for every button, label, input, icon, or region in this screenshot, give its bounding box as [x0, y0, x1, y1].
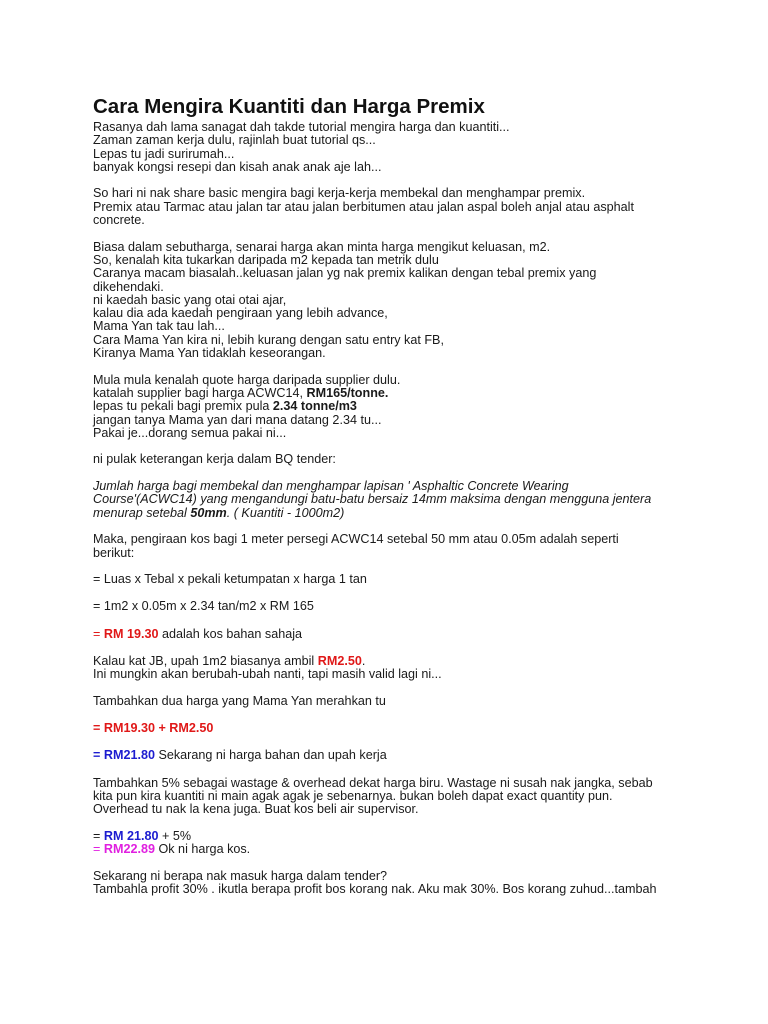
- equals-sign: =: [93, 828, 104, 843]
- material-cost-value: RM 19.30: [103, 626, 159, 641]
- supplier-price-value: RM165/tonne.: [306, 385, 389, 400]
- density-text: lepas tu pekali bagi premix pula: [93, 399, 273, 414]
- paragraph-line: Caranya macam biasalah..keluasan jalan yg nak premix kalikan dengan tebal premix yang: [93, 266, 597, 281]
- bq-quantity: . ( Kuantiti - 1000m2): [226, 505, 345, 520]
- paragraph-line: Kiranya Mama Yan tidaklah keseorangan.: [93, 346, 326, 361]
- labour-text: Kalau kat JB, upah 1m2 biasanya ambil: [93, 653, 318, 668]
- paragraph-line: ni kaedah basic yang otai otai ajar,: [93, 292, 287, 307]
- intro-line: banyak kongsi resepi dan kisah anak anak aje lah...: [93, 159, 382, 174]
- total-text: Sekarang ni harga bahan dan upah kerja: [154, 748, 387, 763]
- paragraph-line: Pakai je...dorang semua pakai ni...: [93, 425, 287, 440]
- paragraph-line: Mula mula kenalah quote harga daripada supplier dulu.: [93, 372, 401, 387]
- article-body: [93, 121, 708, 896]
- add-intro: Tambahkan dua harga yang Mama Yan merahkan tu: [93, 693, 386, 708]
- supplier-price-text: katalah supplier bagi harga ACWC14,: [93, 385, 307, 400]
- supplier-price-line: [93, 387, 708, 400]
- bq-line: Jumlah harga bagi membekal dan menghampar lapisan ' Asphaltic Concrete Wearing: [93, 479, 569, 494]
- bq-intro: ni pulak keterangan kerja dalam BQ tender:: [93, 452, 336, 467]
- density-value: 2.34 tonne/m3: [272, 399, 357, 414]
- wastage-line: kita pun kira kuantiti ni main agak agak je sebenarnya. bukan boleh dapat exact quantity pun.: [93, 789, 613, 804]
- paragraph-line: So hari ni nak share basic mengira bagi kerja-kerja membekal dan menghampar premix.: [93, 186, 586, 201]
- bq-text: menurap setebal: [93, 505, 191, 520]
- wastage-calc-line: [93, 830, 708, 843]
- calc-intro-line: Maka, pengiraan kos bagi 1 meter persegi ACWC14 setebal 50 mm atau 0.05m adalah seperti: [93, 532, 619, 547]
- paragraph-line: Premix atau Tarmac atau jalan tar atau jalan berbitumen atau jalan aspal boleh anjal atau asphalt: [93, 199, 634, 214]
- intro-line: Zaman zaman kerja dulu, rajinlah buat tutorial qs...: [93, 133, 376, 148]
- intro-line: Rasanya dah lama sanagat dah takde tutorial mengira harga dan kuantiti...: [93, 120, 510, 134]
- material-cost-line: [93, 628, 708, 641]
- intro-line: Lepas tu jadi surirumah...: [93, 146, 235, 161]
- paragraph-line: Mama Yan tak tau lah...: [93, 319, 225, 334]
- wastage-percent: + 5%: [158, 828, 192, 843]
- bq-line: Course'(ACWC14) yang mengandungi batu-batu bersaiz 14mm maksima dengan mengguna jentera: [93, 492, 652, 507]
- labour-line: [93, 655, 708, 668]
- tender-line: Tambahla profit 30% . ikutla berapa profit bos korang nak. Aku mak 30%. Bos korang zuhud...tambah: [93, 882, 657, 897]
- final-cost-line: [93, 843, 708, 856]
- equals-sign: =: [93, 842, 104, 857]
- paragraph-line: jangan tanya Mama yan dari mana datang 2.34 tu...: [93, 412, 382, 427]
- paragraph-line: Cara Mama Yan kira ni, lebih kurang dengan satu entry kat FB,: [93, 332, 444, 347]
- base-cost-value: RM 21.80: [103, 828, 159, 843]
- final-cost-text: Ok ni harga kos.: [154, 842, 251, 857]
- bq-thickness: 50mm: [190, 505, 227, 520]
- total-value: = RM21.80: [93, 748, 155, 763]
- paragraph-line: dikehendaki.: [93, 279, 164, 294]
- bq-line: [93, 507, 708, 520]
- equals-sign: =: [93, 626, 104, 641]
- labour-value: RM2.50: [317, 653, 362, 668]
- sum-line: = RM19.30 + RM2.50: [93, 721, 214, 736]
- wastage-line: Overhead tu nak la kena juga. Buat kos beli air supervisor.: [93, 802, 419, 817]
- material-cost-text: adalah kos bahan sahaja: [158, 626, 303, 641]
- paragraph-line: concrete.: [93, 213, 145, 228]
- paragraph-line: So, kenalah kita tukarkan daripada m2 kepada tan metrik dulu: [93, 252, 439, 267]
- labour-period: .: [361, 653, 366, 668]
- page-title: Cara Mengira Kuantiti dan Harga Premix: [93, 95, 485, 118]
- total-line: [93, 749, 708, 762]
- formula-line: = Luas x Tebal x pekali ketumpatan x harga 1 tan: [93, 572, 367, 587]
- tender-line: Sekarang ni berapa nak masuk harga dalam tender?: [93, 868, 388, 883]
- formula-line: = 1m2 x 0.05m x 2.34 tan/m2 x RM 165: [93, 599, 314, 614]
- calc-intro-line: berikut:: [93, 545, 135, 560]
- final-cost-value: RM22.89: [103, 842, 155, 857]
- paragraph-line: Ini mungkin akan berubah-ubah nanti, tapi masih valid lagi ni...: [93, 667, 442, 682]
- paragraph-line: kalau dia ada kaedah pengiraan yang lebih advance,: [93, 306, 388, 321]
- paragraph-line: Biasa dalam sebutharga, senarai harga akan minta harga mengikut keluasan, m2.: [93, 239, 551, 254]
- density-line: [93, 400, 708, 413]
- wastage-line: Tambahkan 5% sebagai wastage & overhead dekat harga biru. Wastage ni susah nak jangka, sebab: [93, 775, 653, 790]
